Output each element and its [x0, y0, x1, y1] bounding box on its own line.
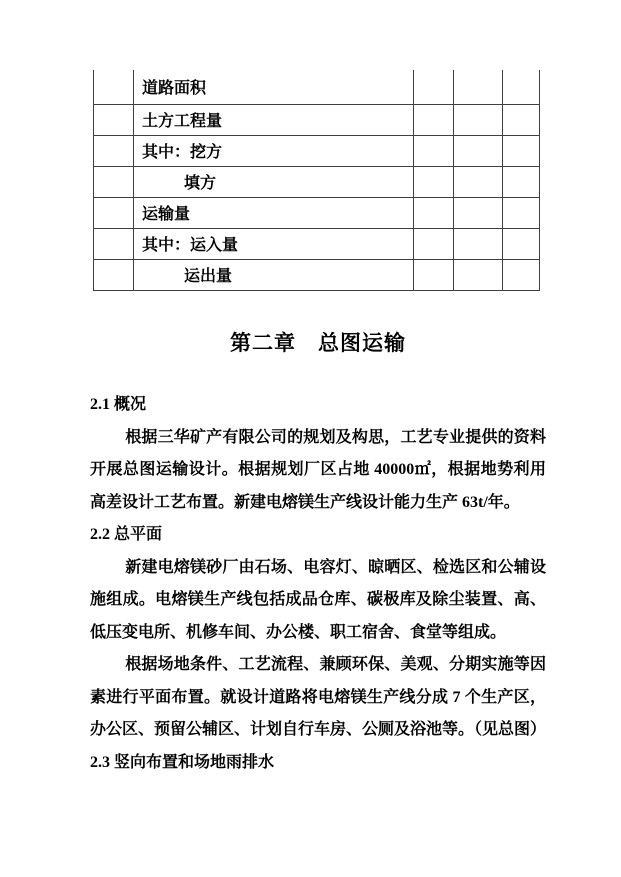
table-row	[94, 259, 540, 290]
value-cell	[454, 197, 503, 228]
paragraph: 根据场地条件、工艺流程、兼顾环保、美观、分期实施等因素进行平面布置。就设计道路将电熔镁生产线分成 7 个生产区，办公区、预留公辅区、计划自行车房、公厕及浴池等。（见总图）	[90, 656, 547, 738]
table-row	[94, 228, 540, 259]
value-cell	[414, 259, 454, 290]
row-label-cell: 土方工程量	[134, 104, 414, 135]
value-cell	[454, 166, 503, 197]
value-cell	[414, 104, 454, 135]
row-label-cell: 其中：运入量	[134, 228, 414, 259]
empty-cell	[94, 197, 134, 228]
empty-cell	[94, 104, 134, 135]
empty-cell	[94, 228, 134, 259]
row-label-cell: 道路面积	[134, 70, 414, 104]
empty-cell	[94, 166, 134, 197]
table-row	[94, 197, 540, 228]
value-cell	[503, 70, 540, 104]
section-title-2-3: 2.3 竖向布置和场地雨排水	[90, 753, 275, 771]
value-cell	[454, 70, 503, 104]
value-cell	[454, 135, 503, 166]
quantities-table	[93, 70, 540, 291]
row-label-cell: 填方	[134, 166, 414, 197]
table-row	[94, 166, 540, 197]
paragraph: 根据三华矿产有限公司的规划及构思，工艺专业提供的资料开展总图运输设计。根据规划厂区占地 40000㎡，根据地势利用高差设计工艺布置。新建电熔镁生产线设计能力生产 63t/年。	[90, 428, 546, 511]
row-label-cell: 运输量	[134, 197, 414, 228]
empty-cell	[94, 135, 134, 166]
empty-cell	[94, 259, 134, 290]
value-cell	[503, 259, 540, 290]
document-body	[90, 389, 546, 779]
value-cell	[454, 104, 503, 135]
value-cell	[503, 228, 540, 259]
row-label-cell: 其中：挖方	[134, 135, 414, 166]
section-title-2-2: 2.2 总平面	[90, 526, 163, 543]
row-label-cell: 运出量	[134, 259, 414, 290]
value-cell	[503, 135, 540, 166]
value-cell	[414, 70, 454, 104]
table-row	[94, 104, 540, 135]
value-cell	[414, 166, 454, 197]
paragraph: 新建电熔镁砂厂由石场、电容灯、晾晒区、检选区和公辅设施组成。电熔镁生产线包括成品仓库、碳极库及除尘装置、高、低压变电所、机修车间、办公楼、职工宿舍、食堂等组成。	[90, 558, 546, 641]
value-cell	[503, 166, 540, 197]
table-row	[94, 70, 540, 104]
value-cell	[414, 135, 454, 166]
value-cell	[454, 228, 503, 259]
value-cell	[454, 259, 503, 290]
value-cell	[503, 104, 540, 135]
chapter-heading: 第二章 总图运输	[230, 331, 406, 355]
empty-cell	[94, 70, 134, 104]
value-cell	[503, 197, 540, 228]
table-row	[94, 135, 540, 166]
value-cell	[414, 197, 454, 228]
value-cell	[414, 228, 454, 259]
section-title-2-1: 2.1 概况	[90, 396, 147, 413]
